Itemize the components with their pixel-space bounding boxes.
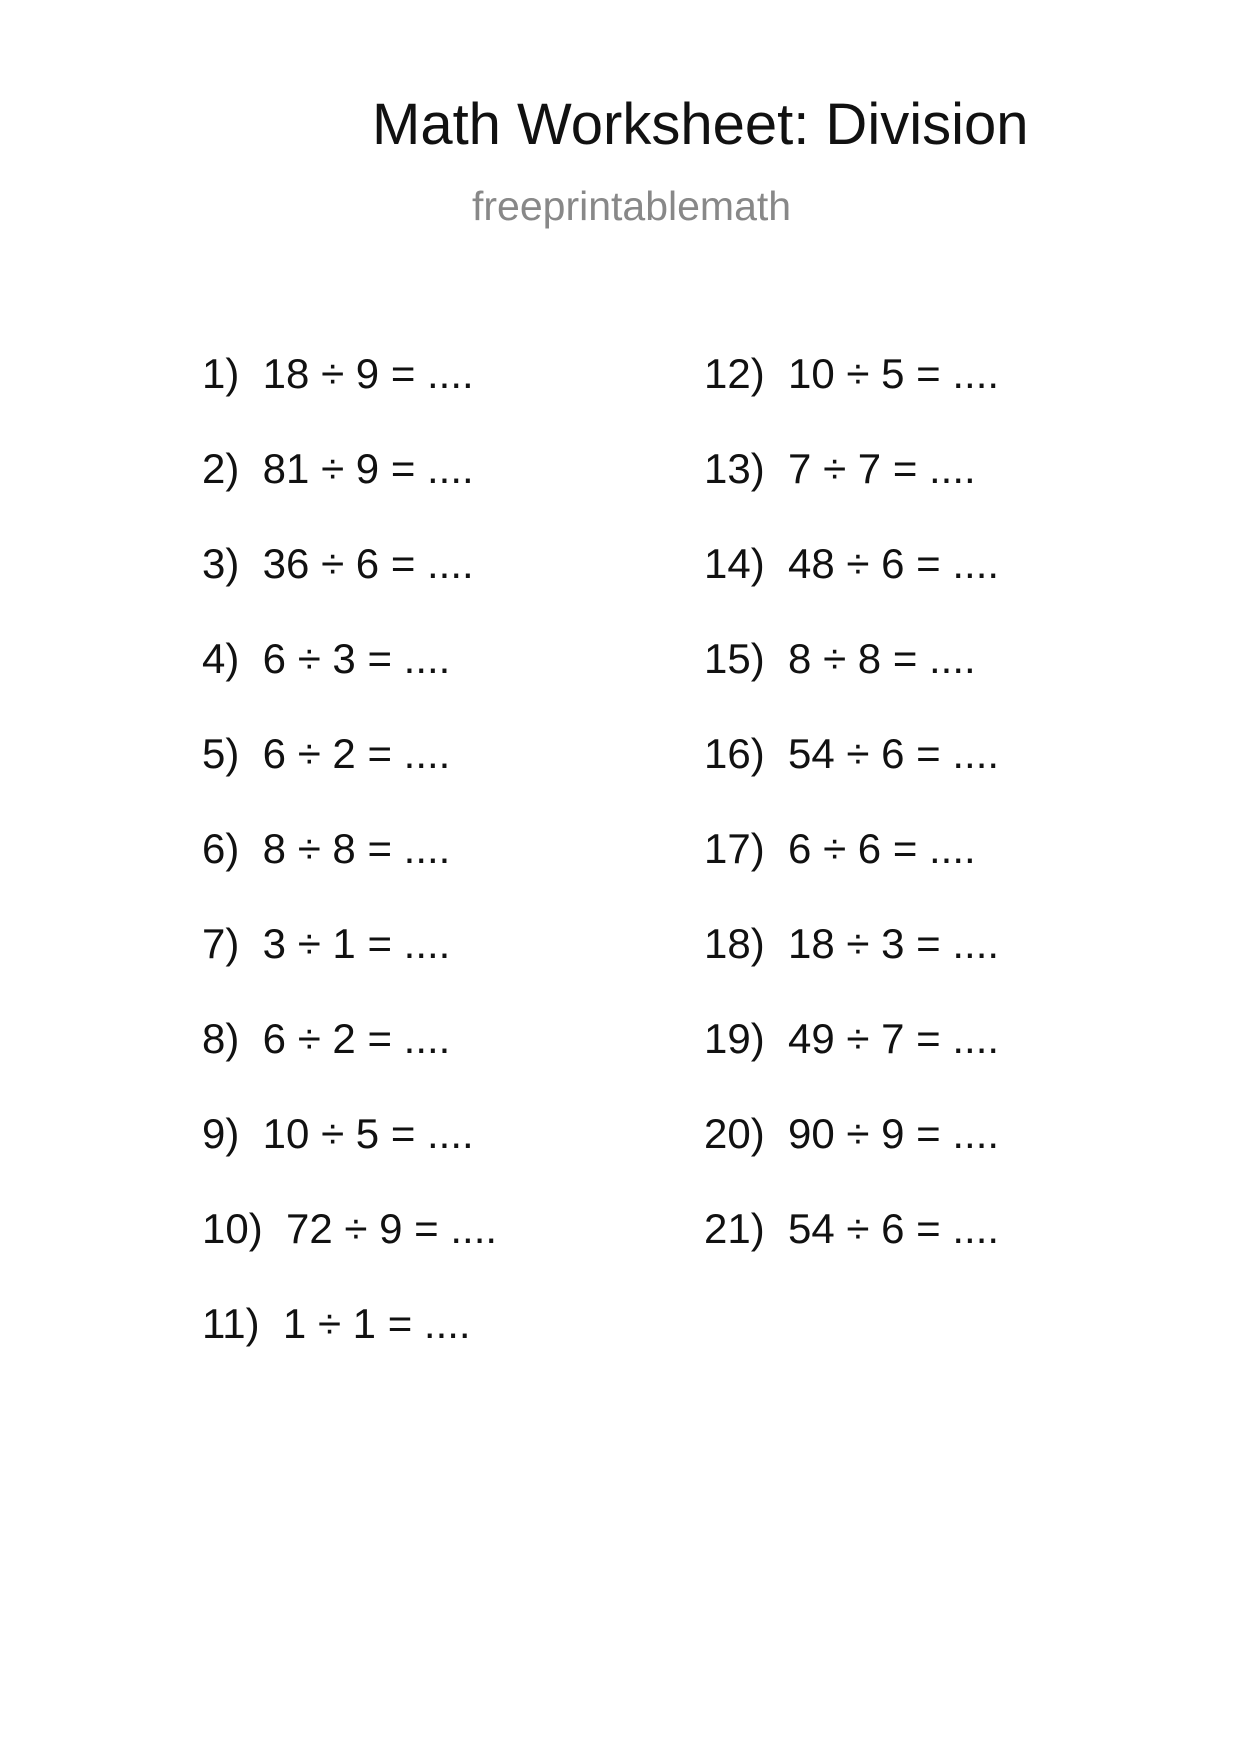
problem-10: 10) 72 ÷ 9 = .... [202, 1205, 498, 1252]
problem-9: 9) 10 ÷ 5 = .... [202, 1110, 474, 1157]
problem-column-right [704, 350, 999, 1300]
problem-17: 17) 6 ÷ 6 = .... [704, 825, 976, 872]
problem-8: 8) 6 ÷ 2 = .... [202, 1015, 451, 1062]
problem-7: 7) 3 ÷ 1 = .... [202, 920, 451, 967]
problem-3: 3) 36 ÷ 6 = .... [202, 540, 474, 587]
problem-column-left [202, 350, 497, 1395]
problem-2: 2) 81 ÷ 9 = .... [202, 445, 474, 492]
problem-15: 15) 8 ÷ 8 = .... [704, 635, 976, 682]
problem-13: 13) 7 ÷ 7 = .... [704, 445, 976, 492]
problem-14: 14) 48 ÷ 6 = .... [704, 540, 1000, 587]
problem-12: 12) 10 ÷ 5 = .... [704, 350, 1000, 397]
problem-21: 21) 54 ÷ 6 = .... [704, 1205, 1000, 1252]
problem-18: 18) 18 ÷ 3 = .... [704, 920, 1000, 967]
problem-11: 11) 1 ÷ 1 = .... [202, 1300, 471, 1347]
worksheet-title: Math Worksheet: Division [372, 92, 1029, 157]
problem-19: 19) 49 ÷ 7 = .... [704, 1015, 1000, 1062]
problem-6: 6) 8 ÷ 8 = .... [202, 825, 451, 872]
problem-20: 20) 90 ÷ 9 = .... [704, 1110, 1000, 1157]
problem-5: 5) 6 ÷ 2 = .... [202, 730, 451, 777]
problem-4: 4) 6 ÷ 3 = .... [202, 635, 451, 682]
worksheet-subtitle: freeprintablemath [472, 183, 792, 229]
problem-1: 1) 18 ÷ 9 = .... [202, 350, 474, 397]
problem-16: 16) 54 ÷ 6 = .... [704, 730, 1000, 777]
